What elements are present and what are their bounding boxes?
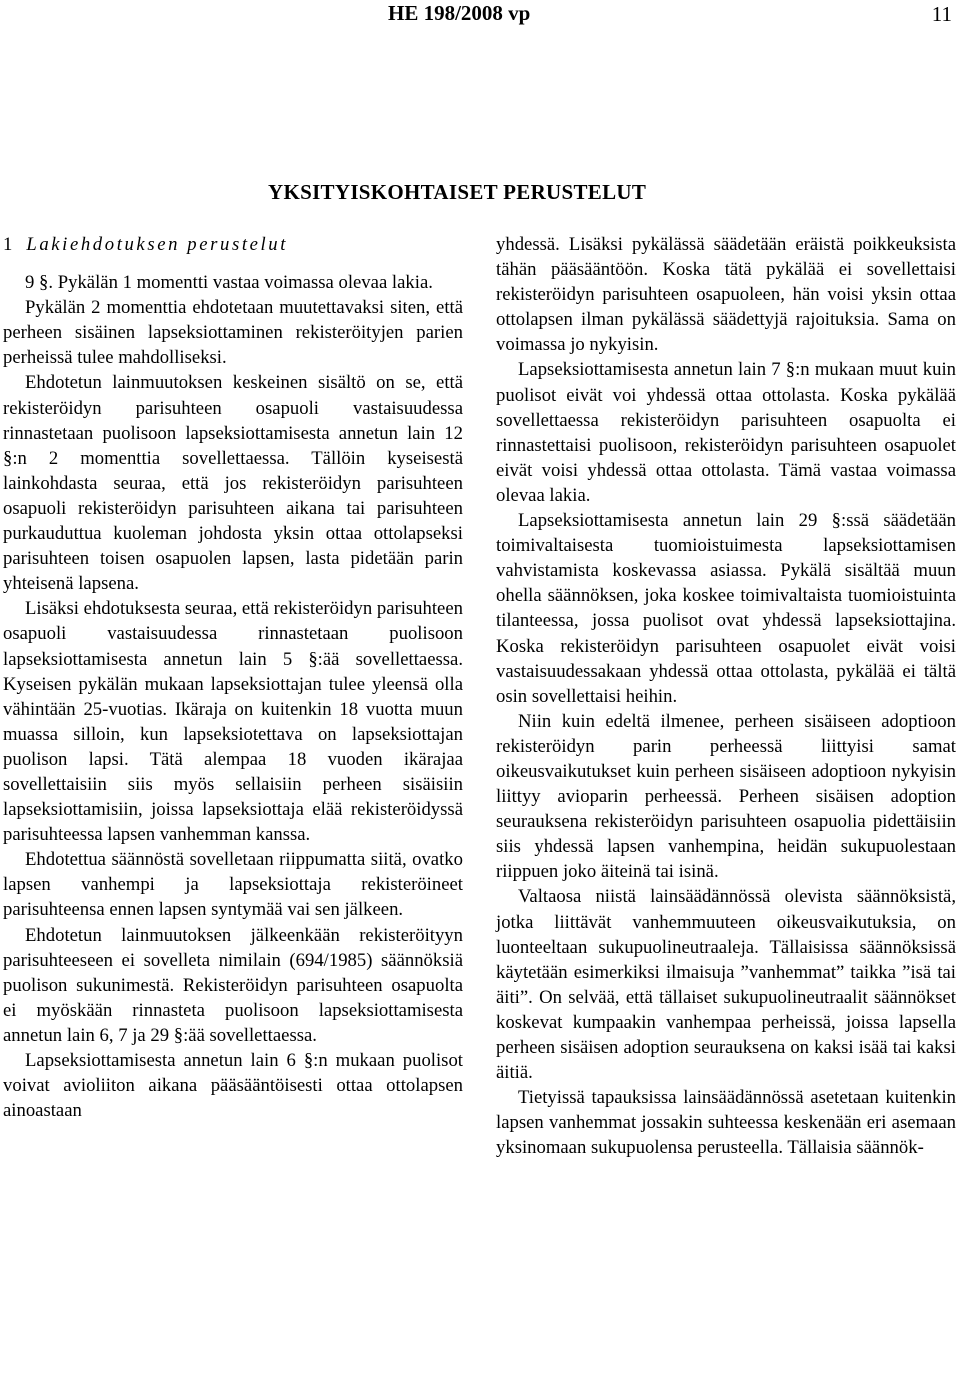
section-title: YKSITYISKOHTAISET PERUSTELUT (268, 180, 647, 204)
subsection-heading (3, 232, 463, 257)
paragraph: Ehdotetun lainmuutoksen jälkeenkään rekisteröityyn parisuhteeseen ei sovelleta nimilain (694/1985) säännöksiä puolison sukunimestä. Rekisteröidyn parisuhteen osapuolta ei myöskään rinnasteta puolisoon lapseksiottamisesta annetun lain 6, 7 ja 29 §:ää sovellettaessa. (3, 924, 463, 1046)
paragraph: Ehdotetun lainmuutoksen keskeinen sisältö on se, että rekisteröidyn parisuhteen osapuoli vastaisuudessa rinnastetaan puolisoon lapseksiottamisesta annetun lain 12 §:n 2 momenttia sovellettaessa. Tällöin kyseisestä lainkohdasta seuraa, että jos rekisteröidyn parisuhteen osapuoli rekisteröidyn parisuhteen aikana tai parisuhteen purkauduttua kuoleman johdosta yksin ottaa ottolapseksi parisuhteen toisen osapuolen lapsen, lasta pidetään parin yhteisenä lapsena. (3, 372, 463, 595)
paragraph: Lapseksiottamisesta annetun lain 29 §:ssä säädetään toimivaltaisesta tuomioistuimesta lapseksiottamisen vahvistamista koskevassa asiassa. Pykälä sisältää muun ohella säännöksen, joka koskee toimivaltaista tuomioistuinta tilanteessa, jossa puolisot ovat yhdessä lapseksiottajina. Koska rekisteröidyn parisuhteen osapuolet eivät voisi vastaisuudessakaan yhdessä ottaa ottolasta, pykälää ei tältä osin sovellettaisi heihin. (496, 510, 956, 707)
paragraph: 9 §. Pykälän 1 momentti vastaa voimassa olevaa lakia. (25, 272, 433, 294)
page-header (0, 0, 960, 30)
paragraph: Lapseksiottamisesta annetun lain 7 §:n mukaan muut kuin puolisot eivät voi yhdessä ottaa ottolasta. Koska pykälää sovellettaessa rekisteröidyn parisuhteen osapuolta ei rinnastettaisi puolisoon, rekisteröidyn parisuhteen osapuolet eivät voisi yhdessä ottaa ottolasta. Tämä vastaa voimassa olevaa lakia. (496, 359, 956, 506)
paragraph: Niin kuin edeltä ilmenee, perheen sisäiseen adoptioon rekisteröidyn parin perheessä liittyisi samat oikeusvaikutukset kuin perheen sisäiseen adoptioon nykyisin liittyy avioparin perheessä. Perheen sisäisen adoption seurauksena rekisteröidyn parisuhteen osapuolia pidettäisiin siis yhdessä lapsen vanhempina, heidän sukupuolestaan riippuen joko äiteinä tai isinä. (496, 710, 956, 883)
paragraph: Valtaosa niistä lainsäädännössä olevista säännöksistä, jotka liittävät vanhemmuuteen oikeusvaikutuksia, on luonteeltaan sukupuolineutraaleja. Tällaisissa säännöksissä käytetään esimerkiksi ilmaisuja ”vanhemmat” taikka ”isä tai äiti”. On selvää, että tällaiset sukupuolineutraalit säännökset koskevat kumpaakin vanhempaa perheissä, joissa lapsella perheen sisäisen adoption seurauksena on kaksi isää tai kaksi äitiä. (496, 886, 956, 1084)
subsection-number: 1 (3, 234, 13, 255)
paragraph: Tietyissä tapauksissa lainsäädännössä asetetaan kuitenkin lapsen vanhemmat jossakin suhteessa keskenään eri asemaan yksinomaan sukupuolensa perusteella. Tällaisia säännök- (496, 1087, 956, 1159)
left-column (3, 232, 463, 1123)
paragraph: Lapseksiottamisesta annetun lain 6 §:n mukaan puolisot voivat avioliiton aikana pääsääntöisesti ottaa ottolapsen ainoastaan (3, 1050, 463, 1122)
document-id: HE 198/2008 vp (388, 1, 531, 25)
page-number: 11 (931, 2, 952, 26)
right-column (496, 232, 956, 1160)
paragraph-continued: yhdessä. Lisäksi pykälässä säädetään eräistä poikkeuksista tähän pääsääntöön. Koska tätä pykälää ei sovellettaisi rekisteröidyn parisuhteen osapuoleen, hän voisi yksin ottaa ottolapsen ilman pykälässä säädettyjä rajoituksia. Sama on voimassa jo nykyisin. (496, 234, 956, 356)
paragraph: Ehdotettua säännöstä sovelletaan riippumatta siitä, ovatko lapsen vanhempi ja lapseksiottaja rekisteröineet parisuhteensa ennen lapsen syntymää vai sen jälkeen. (3, 849, 463, 921)
paragraph: Lisäksi ehdotuksesta seuraa, että rekisteröidyn parisuhteen osapuoli vastaisuudessa rinnastetaan puolisoon lapseksiottamisesta annetun lain 5 §:ää sovellettaessa. Kyseisen pykälän mukaan lapseksiottajan tulee yleensä olla vähintään 25-vuotias. Ikäraja on kuitenkin 18 vuotta muun muassa silloin, kun lapseksiotettava on lapseksiottajan puolison lapsi. Tätä alempaa 18 vuoden ikärajaa sovellettaisiin siis myös sellaisiin perheen sisäisiin lapseksiottamisiin, joissa lapseksiottaja elää rekisteröidyssä parisuhteessa lapsen vanhemman kanssa. (3, 598, 463, 846)
subsection-heading-text: Lakiehdotuksen perustelut (26, 234, 289, 255)
paragraph: Pykälän 2 momenttia ehdotetaan muutettavaksi siten, että perheen sisäinen lapseksiottaminen rekisteröityjen parien perheissä tulee mahdolliseksi. (3, 297, 463, 369)
